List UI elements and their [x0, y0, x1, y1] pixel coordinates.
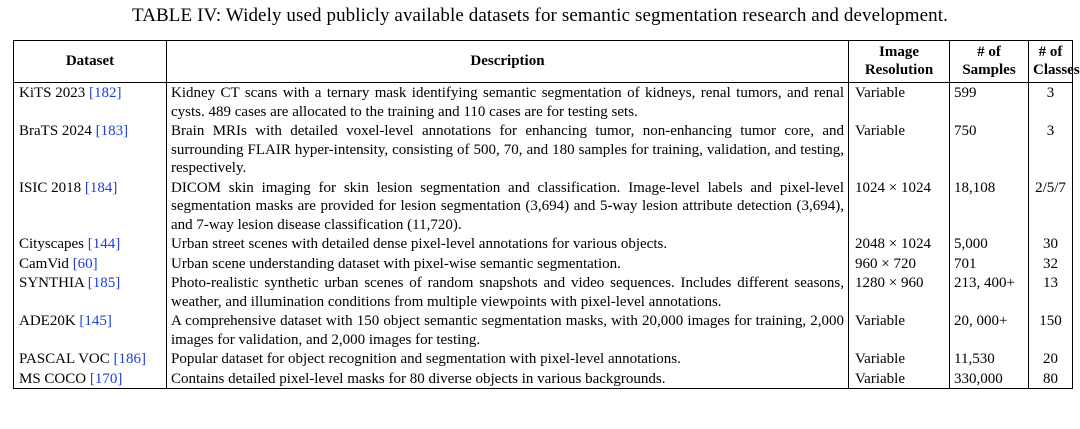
- dataset-name: Cityscapes: [19, 236, 84, 252]
- table-row: [14, 234, 1073, 254]
- header-row: [14, 41, 1073, 83]
- description-cell: Brain MRIs with detailed voxel-level annotations for enhancing tumor, non-enhancing tumor core, and surrounding FLAIR hyper-intensity, consisting of 500, 70, and 180 samples for training, validation, and testing, respectively.: [167, 121, 849, 178]
- description-cell: Photo-realistic synthetic urban scenes of random snapshots and video sequences. Includes different seasons, weather, and illumination conditions from multiple viewpoints with pixel-level annotations.: [167, 273, 849, 311]
- dataset-name: SYNTHIA: [19, 275, 85, 291]
- description-cell: Popular dataset for object recognition and segmentation with pixel-level annotations.: [167, 349, 849, 369]
- table-row: [14, 369, 1073, 389]
- header-classes-line2: Classes: [1033, 62, 1080, 78]
- header-dataset: Dataset: [14, 41, 167, 83]
- description-cell: Kidney CT scans with a ternary mask identifying semantic segmentation of kidneys, renal tumors, and renal cysts. 489 cases are allocated to the training and 110 cases are for testing sets.: [167, 83, 849, 122]
- header-samples: [950, 41, 1029, 83]
- table-row: [14, 254, 1073, 274]
- description-cell: Urban scene understanding dataset with pixel-wise semantic segmentation.: [167, 254, 849, 274]
- classes-cell: 150: [1029, 311, 1073, 349]
- classes-cell: 3: [1029, 83, 1073, 122]
- dataset-name: KiTS 2023: [19, 85, 86, 101]
- resolution-cell: Variable: [849, 349, 950, 369]
- dataset-cell: [14, 83, 167, 122]
- resolution-cell: 960 × 720: [849, 254, 950, 274]
- samples-cell: 5,000: [950, 234, 1029, 254]
- description-cell: Urban street scenes with detailed dense pixel-level annotations for various objects.: [167, 234, 849, 254]
- header-resolution: [849, 41, 950, 83]
- resolution-cell: Variable: [849, 369, 950, 389]
- citation-link[interactable]: [144]: [87, 236, 121, 252]
- dataset-cell: [14, 369, 167, 389]
- resolution-cell: Variable: [849, 311, 950, 349]
- datasets-table: [13, 40, 1080, 389]
- dataset-name: BraTS 2024: [19, 123, 92, 139]
- citation-link[interactable]: [183]: [95, 123, 129, 139]
- resolution-cell: 1024 × 1024: [849, 178, 950, 235]
- dataset-cell: [14, 234, 167, 254]
- table-row: [14, 311, 1073, 349]
- citation-link[interactable]: [182]: [89, 85, 122, 101]
- dataset-name: PASCAL VOC: [19, 351, 110, 367]
- header-classes-line1: # of: [1038, 44, 1063, 60]
- table-body: [14, 83, 1073, 389]
- dataset-cell: [14, 121, 167, 178]
- table-row: [14, 273, 1073, 311]
- classes-cell: 13: [1029, 273, 1073, 311]
- samples-cell: 213, 400+: [950, 273, 1029, 311]
- samples-cell: 330,000: [950, 369, 1029, 389]
- header-classes: [1029, 41, 1080, 83]
- classes-cell: 80: [1029, 369, 1073, 389]
- dataset-name: ADE20K: [19, 313, 76, 329]
- dataset-cell: [14, 178, 167, 235]
- table-row: [14, 178, 1073, 235]
- citation-link[interactable]: [186]: [113, 351, 146, 367]
- classes-cell: 2/5/7: [1029, 178, 1073, 235]
- samples-cell: 11,530: [950, 349, 1029, 369]
- table-header: [14, 41, 1080, 83]
- header-resolution-line2: Resolution: [864, 62, 934, 78]
- citation-link[interactable]: [184]: [84, 179, 118, 196]
- dataset-cell: [14, 254, 167, 274]
- samples-cell: 599: [950, 83, 1029, 122]
- dataset-cell: [14, 349, 167, 369]
- header-resolution-line1: Image: [879, 44, 919, 60]
- samples-cell: 20, 000+: [950, 311, 1029, 349]
- header-samples-line1: # of: [977, 44, 1001, 60]
- datasets-table-container: [13, 40, 1080, 389]
- resolution-cell: Variable: [849, 121, 950, 178]
- classes-cell: 32: [1029, 254, 1073, 274]
- dataset-name: CamVid: [19, 255, 69, 272]
- dataset-name: ISIC 2018: [19, 179, 82, 196]
- table-row: [14, 349, 1073, 369]
- resolution-cell: Variable: [849, 83, 950, 122]
- header-samples-line2: Samples: [962, 62, 1016, 78]
- classes-cell: 30: [1029, 234, 1073, 254]
- samples-cell: 18,108: [950, 178, 1029, 235]
- description-cell: DICOM skin imaging for skin lesion segmentation and classification. Image-level labels and pixel-level segmentation masks are provided for lesion segmentation (3,694) and 5-way lesion attribute detection (3,694), and 7-way lesion disease classification (11,720).: [167, 178, 849, 235]
- table-row: [14, 121, 1073, 178]
- dataset-cell: [14, 273, 167, 311]
- citation-link[interactable]: [170]: [89, 370, 123, 387]
- classes-cell: 20: [1029, 349, 1073, 369]
- samples-cell: 750: [950, 121, 1029, 178]
- header-description: Description: [167, 41, 849, 83]
- dataset-cell: [14, 311, 167, 349]
- table-caption: TABLE IV: Widely used publicly available datasets for semantic segmentation research and development.: [132, 5, 948, 26]
- description-cell: A comprehensive dataset with 150 object semantic segmentation masks, with 20,000 images for training, 2,000 images for validation, and 2,000 images for testing.: [167, 311, 849, 349]
- resolution-cell: 1280 × 960: [849, 273, 950, 311]
- dataset-name: MS COCO: [19, 370, 87, 387]
- classes-cell: 3: [1029, 121, 1073, 178]
- citation-link[interactable]: [185]: [87, 275, 121, 291]
- table-row: [14, 83, 1073, 122]
- citation-link[interactable]: [60]: [72, 255, 98, 272]
- description-cell: Contains detailed pixel-level masks for 80 diverse objects in various backgrounds.: [167, 369, 849, 389]
- citation-link[interactable]: [145]: [79, 313, 112, 329]
- samples-cell: 701: [950, 254, 1029, 274]
- resolution-cell: 2048 × 1024: [849, 234, 950, 254]
